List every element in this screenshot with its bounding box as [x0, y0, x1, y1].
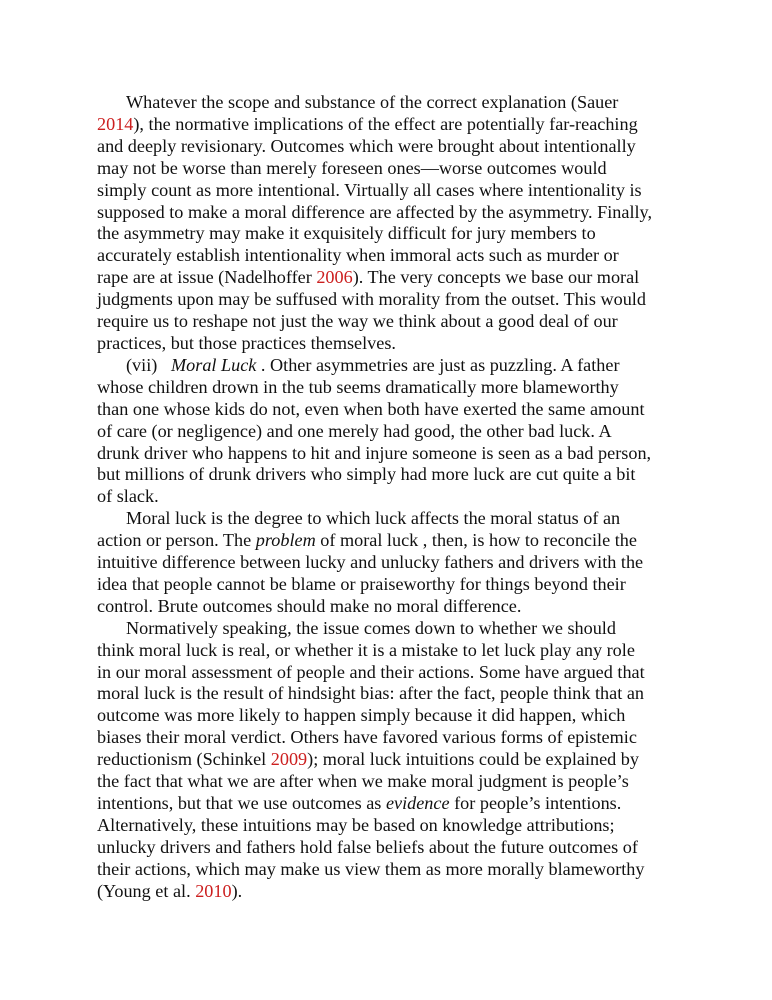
text-span: intentions, but that we use outcomes as: [97, 793, 386, 813]
text-span: rape are at issue (Nadelhoffer: [97, 267, 317, 288]
text-line: drunk driver who happens to hit and injure someone is seen as a bad person,: [97, 442, 652, 463]
citation-link[interactable]: 2009: [270, 749, 308, 770]
emphasis-text: evidence: [385, 793, 450, 813]
text-span: . Other asymmetries are just as puzzling. A father: [256, 354, 620, 375]
text-line: think moral luck is real, or whether it is a mistake to let luck play any role: [97, 639, 635, 660]
paragraph-3: [97, 508, 687, 618]
citation-link[interactable]: 2006: [316, 267, 353, 288]
text-line: but millions of drunk drivers who simply had more luck are cut quite a bit: [97, 464, 636, 485]
text-line: simply count as more intentional. Virtually all cases where intentionality is: [97, 179, 642, 200]
text-line: [97, 267, 687, 289]
text-line: Normatively speaking, the issue comes down to whether we should: [126, 617, 616, 638]
text-line: their actions, which may make us view them as more morally blameworthy: [97, 858, 645, 879]
text-line: [97, 881, 687, 903]
paragraph-4: [97, 618, 687, 903]
text-line: Alternatively, these intuitions may be based on knowledge attributions;: [97, 814, 615, 835]
text-line: may not be worse than merely foreseen ones—worse outcomes would: [97, 157, 607, 178]
text-line: the asymmetry may make it exquisitely difficult for jury members to: [97, 223, 596, 244]
text-line: practices, but those practices themselves.: [97, 332, 396, 353]
page-body: [97, 92, 687, 903]
text-line: in our moral assessment of people and their actions. Some have argued that: [97, 661, 645, 682]
paragraph-1: [97, 92, 687, 355]
text-line: [97, 355, 687, 377]
text-line: Moral luck is the degree to which luck affects the moral status of an: [126, 508, 621, 529]
text-span: ). The very concepts we base our moral: [352, 267, 640, 288]
text-line: moral luck is the result of hindsight bias: after the fact, people think that an: [97, 683, 644, 704]
text-span: ); moral luck intuitions could be explained by: [307, 749, 639, 770]
text-span: (Young et al.: [97, 880, 196, 901]
text-line: idea that people cannot be blame or praiseworthy for things beyond their: [97, 573, 626, 594]
citation-link[interactable]: 2010: [195, 880, 232, 901]
text-span: action or person. The: [97, 530, 256, 551]
text-line: outcome was more likely to happen simply because it did happen, which: [97, 705, 626, 726]
text-line: supposed to make a moral difference are affected by the asymmetry. Finally,: [97, 201, 653, 222]
text-line: [97, 793, 687, 815]
section-number: (vii): [126, 354, 158, 375]
text-line: of slack.: [97, 486, 159, 507]
text-span: of moral luck , then, is how to reconcile the: [315, 530, 637, 551]
text-span: for people’s intentions.: [449, 793, 622, 813]
emphasis-text: problem: [255, 530, 316, 551]
text-line: than one whose kids do not, even when both have exerted the same amount: [97, 398, 645, 419]
text-line: accurately establish intentionality when immoral acts such as murder or: [97, 245, 619, 266]
text-line: [97, 114, 687, 136]
text-line: and deeply revisionary. Outcomes which were brought about intentionally: [97, 135, 636, 156]
text-line: [97, 530, 687, 552]
text-line: of care (or negligence) and one merely had good, the other bad luck. A: [97, 420, 612, 441]
text-line: judgments upon may be suffused with morality from the outset. This would: [97, 289, 646, 310]
text-line: biases their moral verdict. Others have favored various forms of epistemic: [97, 727, 637, 748]
text-span: ), the normative implications of the effect are potentially far-reaching: [133, 113, 638, 134]
text-line: unlucky drivers and fathers hold false beliefs about the future outcomes of: [97, 836, 638, 857]
text-line: Whatever the scope and substance of the correct explanation (Sauer: [126, 92, 619, 112]
text-line: the fact that what we are after when we make moral judgment is people’s: [97, 771, 629, 792]
text-span: ).: [231, 880, 243, 901]
text-line: whose children drown in the tub seems dramatically more blameworthy: [97, 376, 619, 397]
text-line: control. Brute outcomes should make no moral difference.: [97, 595, 522, 616]
text-line: intuitive difference between lucky and unlucky fathers and drivers with the: [97, 552, 644, 573]
paragraph-2: [97, 355, 687, 508]
section-heading: Moral Luck: [171, 354, 257, 375]
text-span: reductionism (Schinkel: [97, 749, 271, 770]
text-line: require us to reshape not just the way we think about a good deal of our: [97, 311, 618, 332]
text-line: [97, 749, 687, 771]
citation-link[interactable]: 2014: [97, 113, 134, 134]
